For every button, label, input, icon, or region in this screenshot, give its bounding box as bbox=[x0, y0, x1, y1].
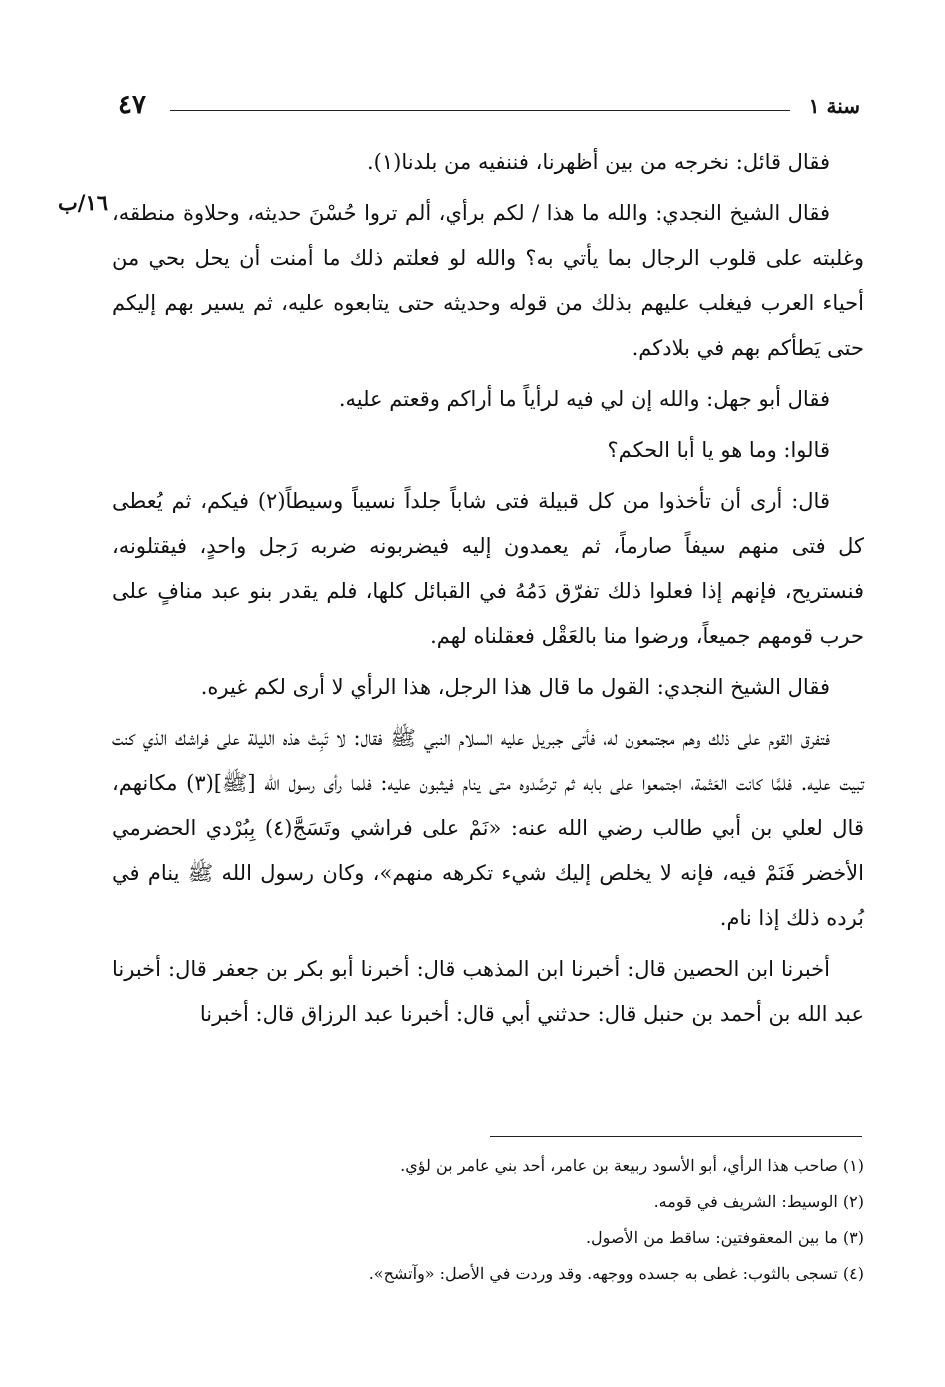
paragraph: أخبرنا ابن الحصين قال: أخبرنا ابن المذهب قال: أخبرنا أبو بكر بن جعفر قال: أخبرنا عبد الله بن أحمد بن حنبل قال: حدثني أبي قال: أخبرنا عبد الرزاق قال: أخبرنا bbox=[112, 957, 864, 1026]
paragraph: فقال الشيخ النجدي: والله ما هذا / لكم برأي، ألم تروا حُسْنَ حديثه، وحلاوة منطقه، وغلبته على قلوب الرجال بما يأتي به؟ والله لو فعلتم ذلك ما أمنت أن يحل بحي من أحياء العرب فيغلب عليهم بذلك من قوله وحديثه حتى يتابعوه عليه، ثم يسير بهم إليكم حتى يَطأكم بهم في بلادكم. bbox=[112, 201, 864, 360]
page-number: ٤٧ bbox=[118, 90, 146, 120]
footnotes bbox=[200, 1148, 864, 1292]
footnote: (٤) تسجى بالثوب: غطى به جسده ووجهه. وقد وردت في الأصل: «وآتشح». bbox=[368, 1264, 864, 1283]
running-header bbox=[118, 88, 860, 128]
paragraph: قالوا: وما هو يا أبا الحكم؟ bbox=[607, 438, 830, 462]
main-text bbox=[112, 140, 864, 1037]
manuscript-folio-note: ١٦/ب bbox=[58, 190, 109, 215]
paragraph: فقال قائل: نخرجه من بين أظهرنا، فننفيه من بلدنا(١). bbox=[366, 150, 830, 174]
paragraph: فقال أبو جهل: والله إن لي فيه لرأياً ما أراكم وقعتم عليه. bbox=[338, 387, 830, 411]
footnote-separator bbox=[490, 1136, 862, 1137]
paragraph: فقال الشيخ النجدي: القول ما قال هذا الرجل، هذا الرأي لا أرى لكم غيره. bbox=[200, 675, 830, 699]
footnote: (١) صاحب هذا الرأي، أبو الأسود ربيعة بن عامر، أحد بني عامر بن لؤي. bbox=[400, 1156, 864, 1175]
footnote: (٢) الوسيط: الشريف في قومه. bbox=[653, 1192, 864, 1211]
paragraph: فتفرق القوم على ذلك وهم مجتمعون له، فأتى جبريل عليه السلام النبي ﷺ فقال: لا تَبِتْ هذه الليلة على فراشك الذي كنت تبيت عليه. فلمَّا كانت العَتْمة، اجتمعوا على بابه ثم ترصَّدوه متى ينام فيثبون عليه: فلما رأى رسول الله [ﷺ](٣) مكانهم، قال لعلي بن أبي طالب رضي الله عنه: «نَمْ على فراشي وتَسَجَّ(٤) بِبُرْدي الحضرمي الأخضر فَنَمْ فيه، فإنه لا يخلص إليك شيء تكرهه منهم»، وكان رسول الله ﷺ ينام في بُرده ذلك إذا نام. bbox=[112, 726, 865, 930]
paragraph: قال: أرى أن تأخذوا من كل قبيلة فتى شاباً جلداً نسيباً وسيطاً(٢) فيكم، ثم يُعطى كل فتى منهم سيفاً صارماً، ثم يعمدون إليه فيضربونه ضربه رَجل واحدٍ، فيقتلونه، فنستريح، فإنهم إذا فعلوا ذلك تفرّق دَمُهُ في القبائل كلها، فلم يقدر بنو عبد منافٍ على حرب قومهم جميعاً، ورضوا منا بالعَقْل فعقلناه لهم. bbox=[112, 489, 864, 648]
running-title: سنة ١ bbox=[808, 94, 860, 118]
footnote: (٣) ما بين المعقوفتين: ساقط من الأصول. bbox=[585, 1228, 864, 1247]
header-rule bbox=[170, 110, 790, 111]
